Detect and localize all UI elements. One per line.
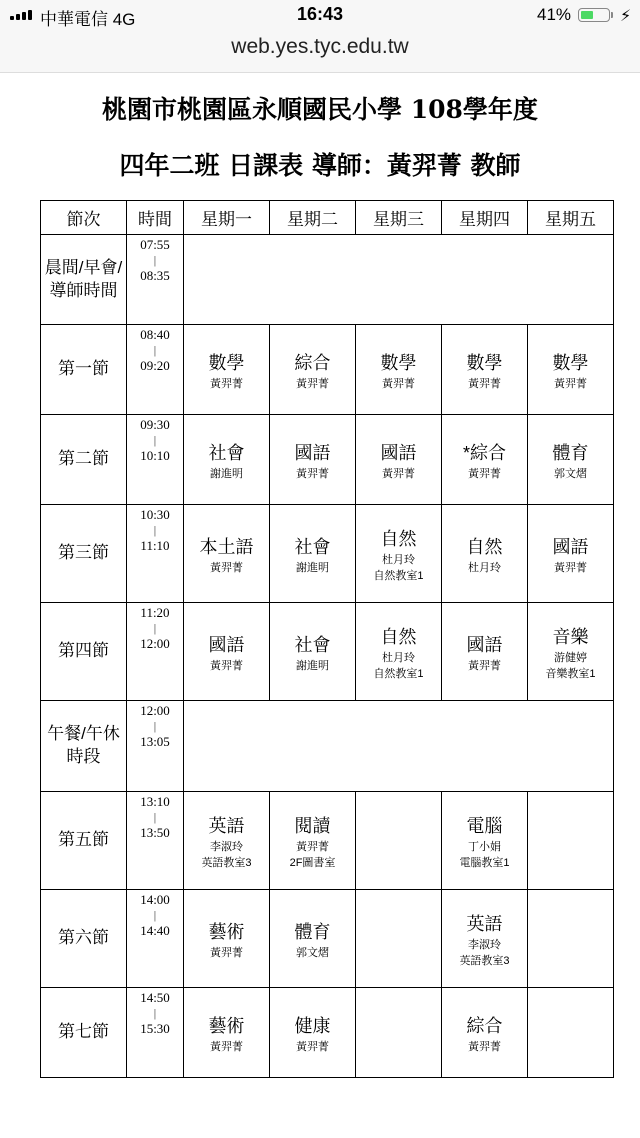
subject: 藝術 (208, 921, 245, 942)
room: 英語教室3 (201, 856, 252, 869)
time-separator: | (153, 810, 157, 824)
period-label: 第四節 (41, 603, 127, 701)
subject: *綜合 (462, 442, 506, 463)
class-cell (356, 792, 442, 890)
time-end: 13:05 (140, 734, 170, 749)
subject: 社會 (208, 442, 245, 463)
subject: 英語 (466, 913, 503, 934)
class-cell (528, 505, 614, 603)
class-cell (528, 415, 614, 505)
carrier-label: 中華電信 4G (40, 10, 136, 29)
teacher: 李淑玲 (210, 840, 243, 853)
time-cell (127, 890, 184, 988)
teacher: 黃羿菁 (210, 659, 243, 672)
timetable (40, 200, 614, 1078)
class-cell (442, 792, 528, 890)
time-end: 08:35 (140, 268, 170, 283)
class-cell (528, 988, 614, 1078)
time-cell (127, 701, 184, 792)
time-start: 08:40 (140, 327, 170, 342)
subject: 體育 (294, 921, 331, 942)
url-text[interactable]: web.yes.tyc.edu.tw (231, 35, 409, 58)
address-bar[interactable] (0, 30, 640, 73)
time-cell (127, 415, 184, 505)
class-cell (270, 792, 356, 890)
teacher: 杜月玲 (382, 651, 415, 664)
teacher: 黃羿菁 (210, 377, 243, 390)
class-cell (442, 505, 528, 603)
teacher: 黃羿菁 (210, 1040, 243, 1053)
teacher: 謝進明 (210, 467, 243, 480)
table-row (41, 505, 614, 603)
teacher: 杜月玲 (382, 553, 415, 566)
time-start: 07:55 (140, 237, 170, 252)
time-cell (127, 505, 184, 603)
teacher: 黃羿菁 (468, 467, 501, 480)
class-cell (528, 603, 614, 701)
header-thu: 星期四 (442, 201, 528, 235)
status-bar (0, 0, 640, 30)
time-end: 09:20 (140, 358, 170, 373)
time-end: 13:50 (140, 825, 170, 840)
room: 自然教室1 (373, 667, 424, 680)
class-cell (184, 325, 270, 415)
period-label: 第七節 (41, 988, 127, 1078)
time-separator: | (153, 621, 157, 635)
subject: 音樂 (552, 626, 589, 647)
class-cell (270, 415, 356, 505)
subject: 綜合 (466, 1015, 503, 1036)
class-cell (184, 603, 270, 701)
period-label: 第一節 (41, 325, 127, 415)
time-separator: | (153, 908, 157, 922)
page-title: 桃園市桃園區永順國民小學 108學年度 (102, 95, 538, 124)
teacher: 黃羿菁 (468, 377, 501, 390)
class-cell (442, 890, 528, 988)
time-separator: | (153, 719, 157, 733)
teacher: 謝進明 (296, 659, 329, 672)
class-cell (356, 415, 442, 505)
time-separator: | (153, 253, 157, 267)
subject: 數學 (552, 352, 589, 373)
table-row (41, 325, 614, 415)
subject: 電腦 (466, 815, 503, 836)
subject: 健康 (294, 1015, 331, 1036)
time-start: 12:00 (140, 703, 170, 718)
subject: 體育 (552, 442, 589, 463)
period-label: 第二節 (41, 415, 127, 505)
subject: 社會 (294, 536, 331, 557)
header-fri: 星期五 (528, 201, 614, 235)
table-row (41, 603, 614, 701)
teacher: 黃羿菁 (468, 1040, 501, 1053)
room: 英語教室3 (459, 954, 510, 967)
status-time: 16:43 (296, 4, 344, 24)
class-cell (356, 325, 442, 415)
teacher: 黃羿菁 (210, 946, 243, 959)
time-separator: | (153, 343, 157, 357)
time-cell (127, 235, 184, 325)
table-row (41, 235, 614, 325)
time-cell (127, 603, 184, 701)
time-separator: | (153, 433, 157, 447)
subject: 國語 (466, 634, 503, 655)
room: 音樂教室1 (545, 667, 596, 680)
time-cell (127, 988, 184, 1078)
class-cell (442, 988, 528, 1078)
teacher: 黃羿菁 (554, 561, 587, 574)
teacher: 黃羿菁 (296, 1040, 329, 1053)
time-end: 12:00 (140, 636, 170, 651)
class-cell (356, 505, 442, 603)
subject: 數學 (380, 352, 417, 373)
subject: 國語 (380, 442, 417, 463)
class-cell (270, 603, 356, 701)
subject: 綜合 (294, 352, 331, 373)
class-cell (442, 325, 528, 415)
teacher: 黃羿菁 (296, 377, 329, 390)
subject: 國語 (208, 634, 245, 655)
period-label: 第六節 (41, 890, 127, 988)
header-period: 節次 (41, 201, 127, 235)
class-cell (356, 890, 442, 988)
class-cell (442, 415, 528, 505)
time-cell (127, 792, 184, 890)
header-time: 時間 (127, 201, 184, 235)
empty-span-cell (184, 701, 614, 792)
class-cell (356, 988, 442, 1078)
class-cell (184, 505, 270, 603)
subject: 國語 (294, 442, 331, 463)
subject: 自然 (380, 528, 417, 549)
teacher: 丁小娟 (468, 840, 501, 853)
subject: 本土語 (199, 536, 254, 557)
teacher: 李淑玲 (468, 938, 501, 951)
subject: 自然 (466, 536, 503, 557)
class-cell (528, 792, 614, 890)
class-cell (270, 325, 356, 415)
charging-icon: ⚡ (620, 8, 632, 25)
subject: 藝術 (208, 1015, 245, 1036)
battery-percent: 41% (537, 5, 572, 24)
header-mon: 星期一 (184, 201, 270, 235)
subject: 數學 (208, 352, 245, 373)
time-end: 14:40 (140, 923, 170, 938)
table-row (41, 890, 614, 988)
teacher: 郭文熠 (296, 946, 329, 959)
subject: 閱讀 (294, 815, 331, 836)
time-end: 10:10 (140, 448, 170, 463)
class-cell (184, 415, 270, 505)
time-start: 13:10 (140, 794, 170, 809)
class-cell (442, 603, 528, 701)
teacher: 黃羿菁 (382, 467, 415, 480)
subject: 社會 (294, 634, 331, 655)
period-label: 第五節 (41, 792, 127, 890)
teacher: 杜月玲 (468, 561, 501, 574)
teacher: 黃羿菁 (554, 377, 587, 390)
class-cell (528, 890, 614, 988)
teacher: 游健婷 (554, 651, 587, 664)
class-cell (184, 890, 270, 988)
class-cell (270, 890, 356, 988)
time-end: 11:10 (140, 538, 170, 553)
time-separator: | (153, 523, 157, 537)
teacher: 黃羿菁 (296, 840, 329, 853)
time-start: 14:50 (140, 990, 170, 1005)
class-cell (270, 988, 356, 1078)
teacher: 黃羿菁 (468, 659, 501, 672)
teacher: 黃羿菁 (210, 561, 243, 574)
teacher: 黃羿菁 (296, 467, 329, 480)
class-cell (528, 325, 614, 415)
teacher: 郭文熠 (554, 467, 587, 480)
period-label: 第三節 (41, 505, 127, 603)
period-label: 午餐/午休時段 (41, 701, 127, 792)
subject: 數學 (466, 352, 503, 373)
time-start: 09:30 (140, 417, 170, 432)
table-row (41, 988, 614, 1078)
class-cell (356, 603, 442, 701)
class-cell (270, 505, 356, 603)
room: 電腦教室1 (459, 856, 510, 869)
time-start: 10:30 (140, 507, 170, 522)
header-wed: 星期三 (356, 201, 442, 235)
empty-span-cell (184, 235, 614, 325)
room: 自然教室1 (373, 569, 424, 582)
page-subtitle: 四年二班 日課表 導師：黃羿菁 教師 (119, 151, 521, 180)
subject: 自然 (380, 626, 417, 647)
time-end: 15:30 (140, 1021, 170, 1036)
header-row (41, 201, 614, 235)
table-row (41, 415, 614, 505)
table-row (41, 701, 614, 792)
time-cell (127, 325, 184, 415)
teacher: 黃羿菁 (382, 377, 415, 390)
header-tue: 星期二 (270, 201, 356, 235)
battery-icon (578, 8, 610, 22)
time-separator: | (153, 1006, 157, 1020)
period-label: 晨間/早會/導師時間 (41, 235, 127, 325)
subject: 英語 (208, 815, 245, 836)
room: 2F圖書室 (289, 856, 336, 869)
class-cell (184, 988, 270, 1078)
teacher: 謝進明 (296, 561, 329, 574)
subject: 國語 (552, 536, 589, 557)
time-start: 14:00 (140, 892, 170, 907)
class-cell (184, 792, 270, 890)
table-row (41, 792, 614, 890)
time-start: 11:20 (140, 605, 170, 620)
